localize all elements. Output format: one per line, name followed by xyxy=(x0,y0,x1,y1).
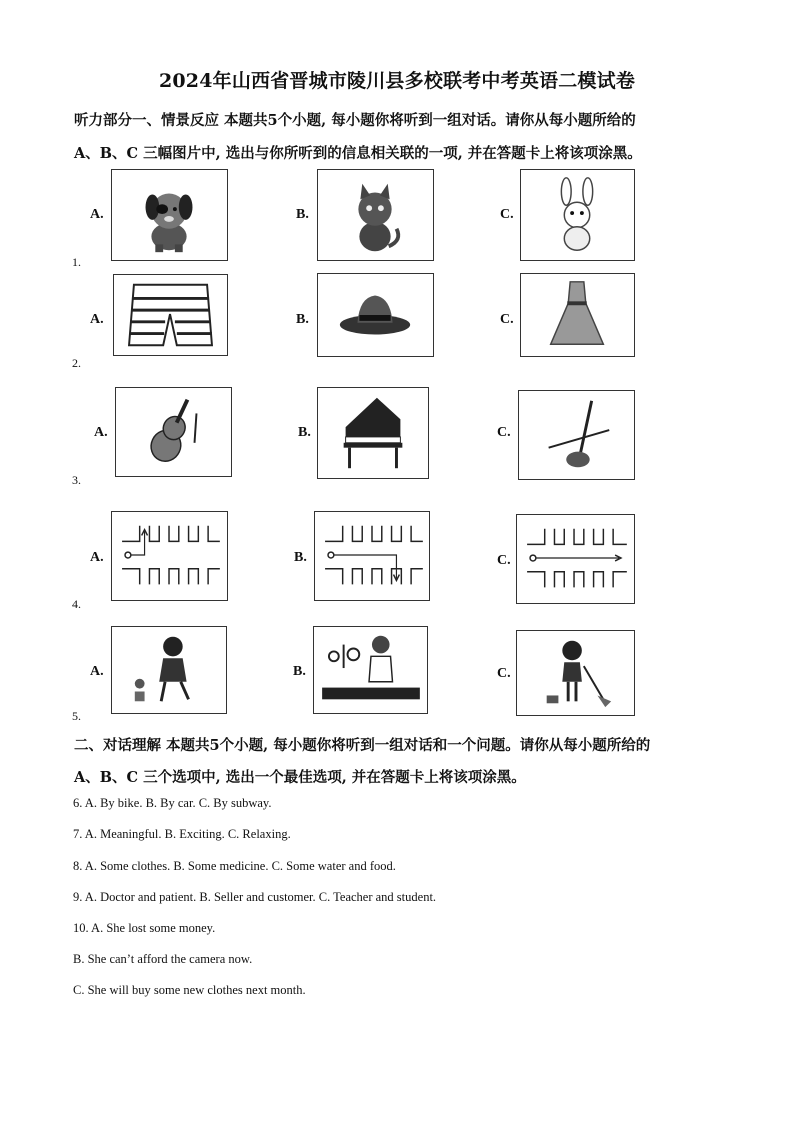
erhu-icon[interactable] xyxy=(518,390,635,480)
question-number: 1. xyxy=(72,255,81,269)
question-6-options: 6. A. By bike. B. By car. C. By subway. xyxy=(73,796,272,810)
rabbit-icon[interactable] xyxy=(520,169,635,261)
watering-plant-icon[interactable] xyxy=(111,626,227,714)
option-label: B. xyxy=(296,312,309,327)
question-9-options: 9. A. Doctor and patient. B. Seller and customer. C. Teacher and student. xyxy=(73,890,437,904)
option-label: C. xyxy=(500,312,514,327)
question-10-option-c: C. She will buy some new clothes next month. xyxy=(73,983,306,997)
option-label: C. xyxy=(497,425,511,440)
question-10-option-a: 10. A. She lost some money. xyxy=(73,921,216,935)
section2-instruction-line1: 二、对话理解 本题共5个小题, 每小题你将听到一组对话和一个问题。请你从每小题所给的 xyxy=(74,737,651,754)
route-map-b-icon[interactable] xyxy=(314,511,430,601)
question-number: 4. xyxy=(72,597,81,611)
piano-icon[interactable] xyxy=(317,387,429,479)
route-map-c-icon[interactable] xyxy=(516,514,635,604)
question-7-options: 7. A. Meaningful. B. Exciting. C. Relaxing. xyxy=(73,827,291,841)
cat-icon[interactable] xyxy=(317,169,434,261)
shorts-icon[interactable] xyxy=(113,274,228,356)
option-label: B. xyxy=(298,425,311,440)
option-label: A. xyxy=(90,550,104,565)
sweeping-icon[interactable] xyxy=(516,630,635,716)
route-map-a-icon[interactable] xyxy=(111,511,228,601)
option-label: A. xyxy=(90,664,104,679)
option-label: A. xyxy=(94,425,108,440)
option-label: A. xyxy=(90,207,104,222)
option-label: C. xyxy=(497,666,511,681)
option-label: C. xyxy=(500,207,514,222)
question-number: 3. xyxy=(72,473,81,487)
option-label: B. xyxy=(296,207,309,222)
dress-icon[interactable] xyxy=(520,273,635,357)
question-8-options: 8. A. Some clothes. B. Some medicine. C. Some water and food. xyxy=(73,859,396,873)
question-number: 2. xyxy=(72,356,81,370)
dog-icon[interactable] xyxy=(111,169,228,261)
section1-instruction-line2: A、B、C 三幅图片中, 选出与你所听到的信息相关联的一项, 并在答题卡上将该项涂黑。 xyxy=(74,145,642,162)
option-label: A. xyxy=(90,312,104,327)
option-label: B. xyxy=(294,550,307,565)
option-label: B. xyxy=(293,664,306,679)
section1-instruction-line1: 听力部分一、情景反应 本题共5个小题, 每小题你将听到一组对话。请你从每小题所给的 xyxy=(74,112,636,129)
hat-icon[interactable] xyxy=(317,273,434,357)
question-number: 5. xyxy=(72,709,81,723)
question-10-option-b: B. She can’t afford the camera now. xyxy=(73,952,253,966)
option-label: C. xyxy=(497,553,511,568)
page-title: 2024年山西省晋城市陵川县多校联考中考英语二模试卷 xyxy=(158,70,636,92)
violin-icon[interactable] xyxy=(115,387,232,477)
section2-instruction-line2: A、B、C 三个选项中, 选出一个最佳选项, 并在答题卡上将该项涂黑。 xyxy=(74,769,526,786)
cooking-icon[interactable] xyxy=(313,626,428,714)
